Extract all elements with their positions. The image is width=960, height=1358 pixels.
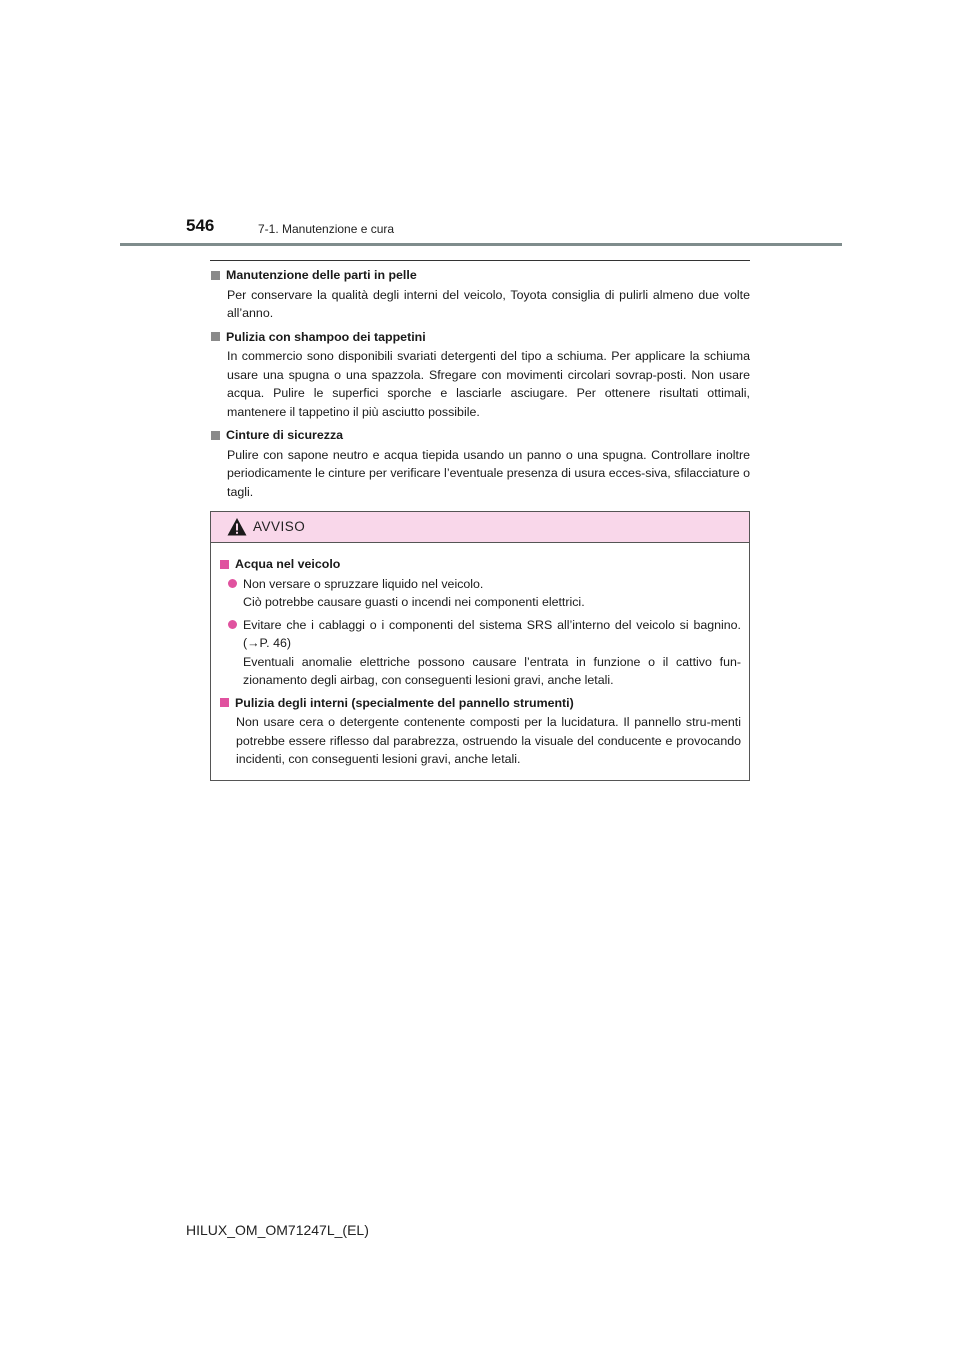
item-title: Cinture di sicurezza — [226, 428, 344, 442]
square-bullet-icon — [211, 332, 220, 341]
square-bullet-icon — [211, 271, 220, 280]
warning-bullet — [228, 575, 741, 612]
warning-label: AVVISO — [253, 519, 306, 534]
item-title: Manutenzione delle parti in pelle — [226, 268, 417, 282]
bullet-text: Eventuali anomalie elettriche possono causare l’entrata in funzione o il cattivo fun-zionamento degli airbag, con conseguenti lesioni gravi, anche letali. — [243, 654, 741, 687]
warning-triangle-icon — [227, 517, 247, 537]
section-title: 7-1. Manutenzione e cura — [258, 222, 395, 236]
item-body: In commercio sono disponibili svariati detergenti del tipo a schiuma. Per applicare la schiuma usare una spugna o una spazzola. Sfregare con movimenti circolari sovrap-posti. Non usare acqua. Pulire le superfici sporche e lasciarle asciugare. Per ottenere risultati ottimali, mantenere il tappetino il più asciutto possibile. — [227, 349, 750, 419]
bullet-text: Non versare o spruzzare liquido nel veicolo. — [243, 576, 484, 591]
circle-bullet-icon — [228, 579, 237, 588]
warning-section-title: Acqua nel veicolo — [235, 557, 341, 571]
content — [210, 266, 750, 506]
square-bullet-icon — [220, 698, 229, 707]
item-seatbelts — [210, 426, 750, 501]
page-number: 546 — [186, 216, 215, 235]
warning-body — [211, 543, 749, 769]
item-title: Pulizia con shampoo dei tappetini — [226, 329, 426, 344]
circle-bullet-icon — [228, 620, 237, 629]
header-rule — [120, 243, 842, 246]
warning-section-title: Pulizia degli interni (specialmente del pannello strumenti) — [235, 695, 574, 710]
item-body: Pulire con sapone neutro e acqua tiepida usando un panno o una spugna. Controllare inoltre periodicamente le cinture per verificare l’eventuale presenza di usura ecces-siva, sfilacciature o tagli. — [227, 447, 750, 499]
warning-box — [210, 511, 750, 781]
item-body: Per conservare la qualità degli interni del veicolo, Toyota consiglia di pulirli almeno due volte all’anno. — [227, 287, 750, 320]
bullet-text: Ciò potrebbe causare guasti o incendi nei componenti elettrici. — [243, 595, 585, 609]
item-carpets — [210, 328, 750, 422]
content-top-rule — [210, 260, 750, 261]
square-bullet-icon — [211, 431, 220, 440]
warning-header — [211, 512, 749, 543]
item-leather — [210, 266, 750, 323]
square-bullet-icon — [220, 560, 229, 569]
bullet-text: Evitare che i cablaggi o i componenti del sistema SRS all’interno del veicolo si bagnino. (→P. 46) — [243, 617, 741, 650]
warning-bullet — [228, 616, 741, 690]
warning-section-body: Non usare cera o detergente contenente composti per la lucidatura. Il pannello stru-menti potrebbe essere riflesso dal parabrezza, ostruendo la visuale del conducente e provocando incidenti, con conseguenti lesioni gravi, anche letali. — [236, 715, 741, 766]
document-code: HILUX_OM_OM71247L_(EL) — [186, 1222, 369, 1238]
